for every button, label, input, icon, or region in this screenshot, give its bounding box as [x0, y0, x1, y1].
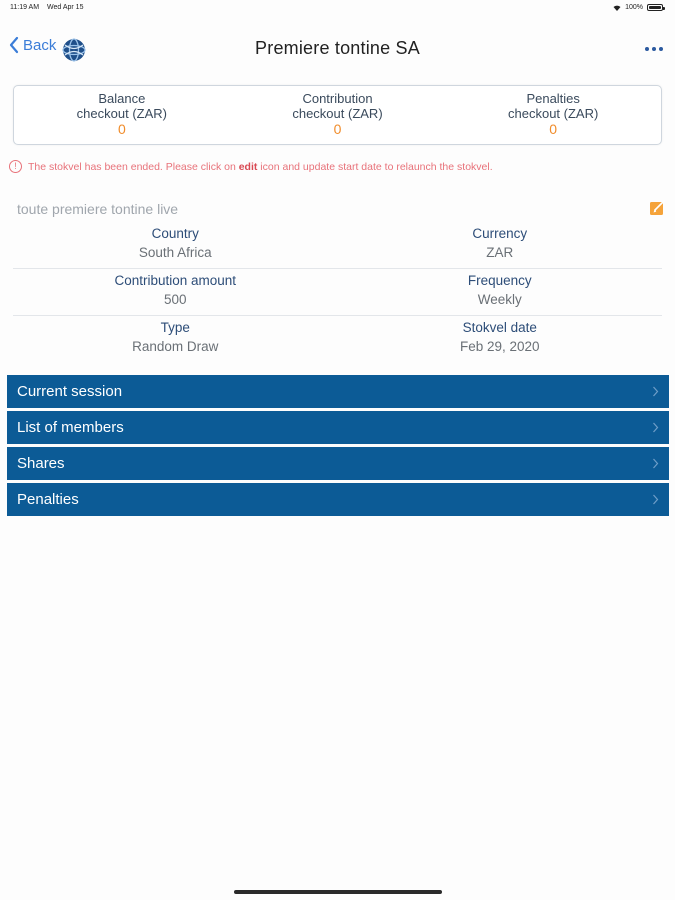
menu-item-label: Penalties — [17, 491, 79, 508]
status-right — [613, 4, 663, 11]
info-label: Frequency — [467, 273, 532, 288]
battery-percent: 100% — [625, 4, 643, 11]
info-label: Stokvel date — [462, 320, 537, 335]
chevron-right-icon — [652, 422, 659, 433]
summary-value: 0 — [117, 121, 126, 137]
contribution-summary — [230, 86, 446, 144]
back-label: Back — [23, 36, 57, 54]
info-value: Random Draw — [132, 339, 219, 354]
info-row-country-currency — [13, 225, 662, 269]
menu-item-label: List of members — [17, 419, 124, 436]
menu-item-penalties[interactable] — [7, 483, 669, 516]
info-cell-country — [13, 225, 338, 268]
info-label: Type — [160, 320, 190, 335]
wifi-icon — [613, 5, 621, 11]
more-dot-icon — [652, 47, 656, 51]
info-row-type-date — [13, 319, 662, 363]
more-options-button[interactable] — [643, 38, 665, 60]
status-time: 11:19 AM — [10, 4, 40, 11]
info-value: South Africa — [138, 245, 212, 260]
summary-label: checkout (ZAR) — [292, 106, 383, 121]
info-value: ZAR — [486, 245, 514, 260]
status-date: Wed Apr 15 — [47, 4, 84, 11]
menu-item-label: Current session — [17, 383, 123, 400]
warning-edit-emphasis: edit — [238, 160, 258, 173]
menu-item-label: Shares — [17, 455, 65, 472]
chevron-right-icon — [652, 494, 659, 505]
chevron-right-icon — [652, 386, 659, 397]
page-title: Premiere tontine SA — [255, 38, 420, 58]
battery-icon — [647, 4, 663, 11]
home-indicator[interactable] — [234, 890, 442, 894]
menu-item-list-of-members[interactable] — [7, 411, 669, 444]
info-label: Contribution amount — [114, 273, 237, 288]
info-cell-currency — [338, 225, 663, 268]
checkout-summary-card — [13, 85, 662, 145]
info-value: 500 — [163, 292, 187, 307]
info-row-amount-frequency — [13, 272, 662, 316]
summary-label: Balance — [98, 91, 146, 106]
exclamation-circle-icon: ! — [9, 160, 22, 173]
info-cell-frequency — [338, 272, 663, 315]
status-bar — [0, 0, 675, 18]
more-dot-icon — [659, 47, 663, 51]
summary-value: 0 — [333, 121, 342, 137]
summary-label: Penalties — [526, 91, 580, 106]
info-cell-contribution-amount — [13, 272, 338, 315]
menu-item-shares[interactable] — [7, 447, 669, 480]
info-cell-type — [13, 319, 338, 363]
summary-value: 0 — [549, 121, 558, 137]
balance-summary — [14, 86, 230, 144]
info-label: Country — [151, 226, 199, 241]
menu-item-current-session[interactable] — [7, 375, 669, 408]
info-value: Feb 29, 2020 — [459, 339, 540, 354]
warning-text-before: The stokvel has been ended. Please click on — [28, 160, 239, 173]
penalties-summary — [445, 86, 661, 144]
stokvel-name: toute premiere tontine live — [17, 201, 179, 217]
info-cell-stokvel-date — [338, 319, 663, 363]
info-label: Currency — [472, 226, 528, 241]
chevron-right-icon — [652, 458, 659, 469]
summary-label: checkout (ZAR) — [76, 106, 167, 121]
summary-label: checkout (ZAR) — [508, 106, 599, 121]
more-dot-icon — [645, 47, 649, 51]
section-menu — [7, 375, 669, 519]
warning-text — [28, 161, 493, 173]
status-left — [10, 4, 83, 11]
stokvel-ended-warning — [9, 160, 669, 173]
summary-label: Contribution — [302, 91, 373, 106]
edit-icon[interactable] — [649, 200, 665, 216]
warning-text-after: icon and update start date to relaunch the stokvel. — [257, 160, 493, 173]
nav-bar — [0, 26, 675, 74]
info-value: Weekly — [477, 292, 522, 307]
